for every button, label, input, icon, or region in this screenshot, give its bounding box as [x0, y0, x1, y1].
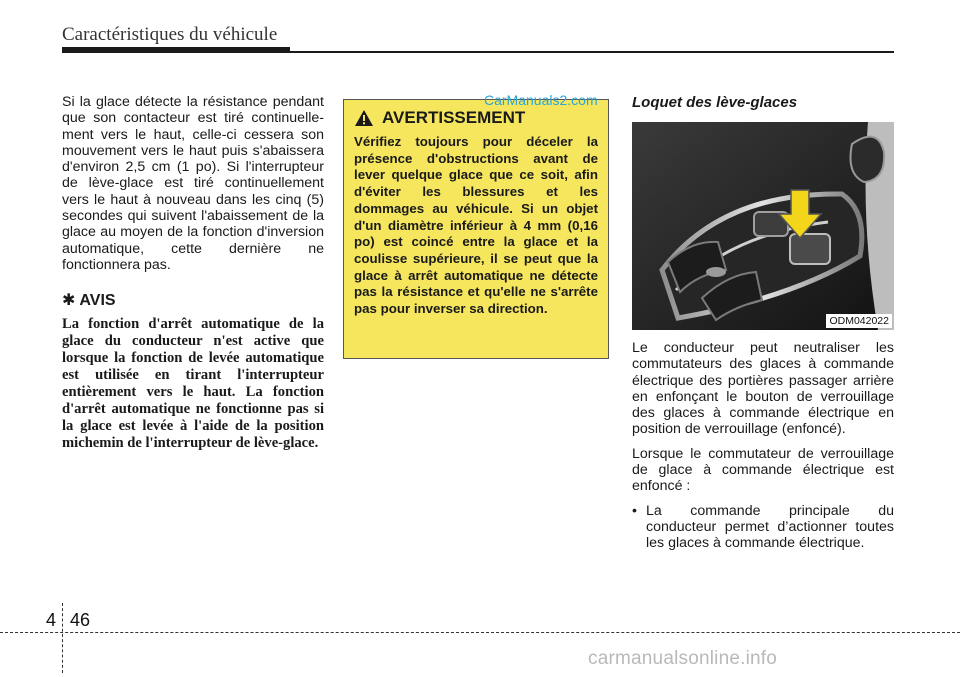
page-header-title: Caractéristiques du véhicule [62, 24, 278, 45]
section-heading: Loquet des lève-glaces [632, 94, 798, 111]
window-lock-photo [632, 122, 894, 330]
bullet-text: La commande principale du conducteur permet d’actionner toutes les glaces à commande électrique. [646, 502, 894, 552]
right-column [632, 340, 894, 552]
chapter-number: 4 [46, 610, 57, 630]
warning-triangle-icon [354, 109, 374, 127]
watermark-top: CarManuals2.com [484, 92, 598, 108]
bullet-icon: • [632, 502, 637, 519]
footer-rule [0, 632, 960, 633]
right-paragraph-1: Le conducteur peut neutraliser les commutateurs des glaces à commande électrique des portières passager arrière en enfonçant le bouton de verrouillage des glaces à commande électrique en position de verrouillage (enfoncé). [632, 340, 894, 438]
page-number: 46 [70, 610, 91, 630]
left-column [62, 94, 324, 452]
header-rule [62, 47, 290, 53]
left-paragraph: Si la glace détecte la résistance pendant que son contacteur est tiré continuelle-ment vers le haut, celle-ci cessera son mouvement vers le haut puis s'abaissera d'environ 2,5 cm (1 po). Si l'interrupteur de lève-glace est tiré continuellement vers le haut à nouveau dans les cinq (5) secondes qui suivent l'abaissement de la glace au moyen de la fonction d'inversion automatique, cette dernière ne fonctionnera pas. [62, 94, 324, 273]
image-code-label: ODM042022 [826, 314, 892, 328]
warning-header [354, 108, 598, 128]
page-number-divider [62, 603, 63, 673]
list-item [632, 503, 894, 552]
right-paragraph-2: Lorsque le commutateur de verrouillage de glace à commande électrique est enfoncé : [632, 445, 894, 495]
avis-text: La fonction d'arrêt automatique de la glace du conducteur n'est active que lorsque la fonction de levée automatique est utilisée en tirant l'interrupteur entièrement vers le haut. La fonction d'arrêt automatique ne fonctionne pas si la glace est levée à l'aide de la position michemin de l'interrupteur de lève-glace. [62, 315, 324, 451]
avis-heading [62, 293, 324, 309]
warning-title: AVERTISSEMENT [382, 108, 526, 127]
asterisk-icon: ✱ [62, 292, 76, 310]
watermark-bottom: carmanualsonline.info [588, 648, 778, 669]
header-rule-thin [290, 51, 894, 53]
door-switch-illustration [632, 122, 894, 330]
warning-box [343, 99, 609, 359]
warning-text: Vérifiez toujours pour déceler la présence d'obstructions avant de lever quelque glace que ce soit, afin d'éviter les blessures et les dommages au véhicule. Si un objet d'un diamètre inférieur à 4 mm (0,16 po) est coincé entre la glace et la coulisse supérieure, il se peut que la glace à arrêt automatique ne détecte pas la résistance et qu'elle ne s'arrête pas pour inverser sa direction. [354, 134, 598, 317]
avis-title: AVIS [79, 292, 116, 310]
